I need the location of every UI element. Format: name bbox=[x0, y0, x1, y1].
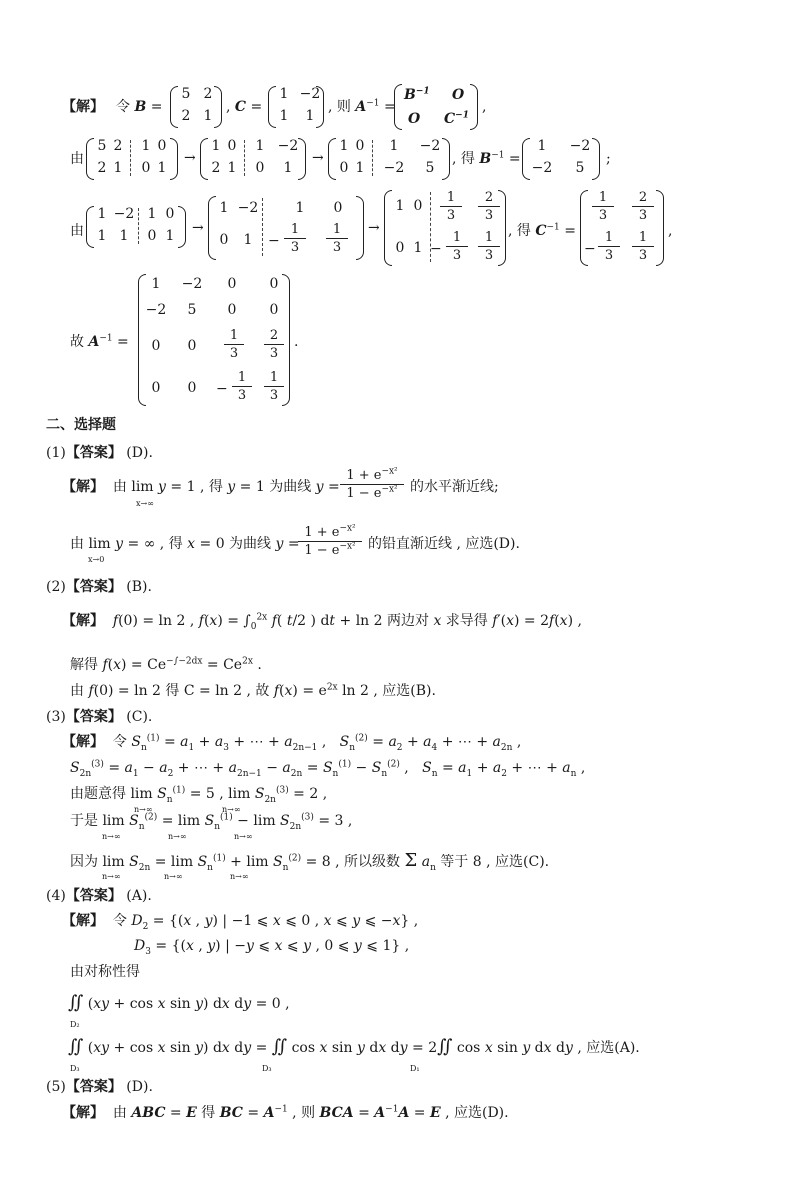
q2-solution-line-3: 由 f(0) = ln 2 得 C = ln 2 , 故 $f(x) = e^{2x}$ ln 2 , 应选(B). bbox=[70, 682, 436, 699]
q2-solution-line-2: 解得 $f(x) = Ce^{-\int-2dx} = Ce^{2x}$ . bbox=[70, 656, 262, 673]
arrow-icon: → bbox=[312, 150, 324, 166]
q4-line-5: ∬ (xy + cos x sin y) dx dy = ∬ cos x sin y dx dy = 2∬ cos x sin y dx dy , 应选(A). bbox=[68, 1036, 640, 1057]
section-title: 二、选择题 bbox=[46, 417, 116, 433]
q4-line-3: 由对称性得 bbox=[70, 964, 140, 980]
q4-answer-line: (4)【答案】 (A). bbox=[46, 888, 152, 904]
q3-line-2: $S_{2n}^{(3)} = a_1 - a_2$ + ⋯ + $a_{2n-1} - a_{2n} = S_n^{(1)} - S_n^{(2)}$ , $S_n = a_1 + a_2$ + ⋯ + $a_n$ , bbox=[70, 759, 586, 779]
q3-answer-line: (3)【答案】 (C). bbox=[46, 709, 153, 725]
q4-line-2: $D_3 = \{(x$ , y) | −y ⩽ x ⩽ y , 0 ⩽ y ⩽ 1} , bbox=[134, 938, 410, 957]
q3-line-3: 由题意得 $\lim S_n^{(1)} = 5$ , $\lim S_{2n}^{(3)} = 2$ , bbox=[70, 785, 328, 805]
matrix-line-1 bbox=[62, 98, 104, 116]
q1-solution-line-2: 由 lim y = ∞ , 得 x = 0 为曲线 y = bbox=[70, 536, 300, 552]
matrix-def-text: 令 B = bbox=[116, 99, 163, 115]
q3-line-1: 【解】 令 $S_n^{(1)} = a_1 + a_3$ + ⋯ + $a_{2n-1}$ , $S_n^{(2)} = a_2 + a_4$ + ⋯ + $a_{2n}$ , bbox=[62, 733, 522, 753]
q1-answer-line: (1)【答案】 (D). bbox=[46, 445, 153, 461]
q1-solution-line-1: 【解】 由 lim y = 1 , 得 y = 1 为曲线 y = bbox=[62, 479, 340, 495]
arrow-icon: → bbox=[184, 150, 196, 166]
conclusion-line: 故 $A^{-1}$ = bbox=[70, 333, 129, 350]
q4-line-4: ∬ (xy + cos x sin y) dx dy = 0 , bbox=[68, 992, 290, 1013]
q3-line-5: 因为 $\lim S_{2n} = \lim S_n^{(1)} + \lim S_n^{(2)} = 8$ , 所以级数 Σ $a_n$ 等于 8 , 应选(C). bbox=[70, 850, 550, 873]
document-page: 【解】 令 B = 5 2 2 1 , C = 1 −2 1 1 , 则 $A^{-1}$ = $B^{-1}$ O O $C^{-1}$ , 由 5 2 1 0 2 1 0 1 → 1 0 1 −2 2 1 0 1 → 1 0 1 −2 0 1 −2 5 , 得 $B^{-1}$ = 1 −2 −2 5 ; 由 1 −2 1 0 1 1 0 1 → 1 −2 1 0 0 1 − 1 3 1 3 → 1 0 1 3 2 3 0 1 − 1 3 1 3 , 得 $C^{-1}$ = 1 3 2 3 − 1 3 1 3 , 故 $A^{-1}$ = 1 −2 0 0 −2 5 0 0 0 0 1 3 2 3 0 0 − 1 3 1 3 . 二、选择题 (1)【答案】 (D). 【解】 由 lim y = 1 , 得 y = 1 为曲线 y = x→∞ $1 + e^{-x^2}$ $1 - e^{-x^2}$ 的水平渐近线; 由 lim y = ∞ , 得 x = 0 为曲线 y = x→0 $1 + e^{-x^2}$ $1 - e^{-x^2}$ 的铅直渐近线 , 应选(D). (2)【答案】 (B). 【解】 f(0) = ln 2 , $f(x) = \int_0^{2x}$ f( t/2 ) dt + ln 2 两边对 x 求导得 f′(x) = 2f(x) , 解得 $f(x) = Ce^{-\int-2dx} = Ce^{2x}$ . 由 f(0) = ln 2 得 C = ln 2 , 故 $f(x) = e^{2x}$ ln 2 , 应选(B). (3)【答案】 (C). 【解】 令 $S_n^{(1)} = a_1 + a_3$ + ⋯ + $a_{2n-1}$ , $S_n^{(2)} = a_2 + a_4$ + ⋯ + $a_{2n}$ , $S_{2n}^{(3)} = a_1 - a_2$ + ⋯ + $a_{2n-1} - a_{2n} = S_n^{(1)} - S_n^{(2)}$ , $S_n = a_1 + a_2$ + ⋯ + $a_n$ , 由题意得 $\lim S_n^{(1)} = 5$ , $\lim S_{2n}^{(3)} = 2$ , n→∞ n→∞ 于是 $\lim S_n^{(2)} = \lim S_n^{(1)} - \lim S_{2n}^{(3)} = 3$ , n→∞ n→∞ n→∞ 因为 $\lim S_{2n} = \lim S_n^{(1)} + \lim S_n^{(2)} = 8$ , 所以级数 Σ $a_n$ 等于 8 , 应选(C). n→∞ n→∞ n→∞ (4)【答案】 (A). 【解】 令 $D_2 = \{(x$ , y) | −1 ⩽ x ⩽ 0 , x ⩽ y ⩽ −x} , $D_3 = \{(x$ , y) | −y ⩽ x ⩽ y , 0 ⩽ y ⩽ 1} , 由对称性得 ∬ (xy + cos x sin y) dx dy = 0 , D₂ ∬ (xy + cos x sin y) dx dy = ∬ cos x sin y dx dy = 2∬ cos x sin y dx dy , 应选(A). D₃ D₃ D₁ (5)【答案】 (D). 【解】 由 ABC = E 得 BC = $A^{-1}$ , 则 BCA = $A^{-1}A = E$ , 应选(D). bbox=[46, 86, 673, 1121]
q3-line-4: 于是 $\lim S_n^{(2)} = \lim S_n^{(1)} - \lim S_{2n}^{(3)} = 3$ , bbox=[70, 812, 353, 832]
paren-right bbox=[214, 86, 222, 128]
q2-solution-line-1: 【解】 f(0) = ln 2 , $f(x) = \int_0^{2x}$ f( t/2 ) dt + ln 2 两边对 x 求导得 f′(x) = 2f(x) , bbox=[62, 612, 582, 632]
matrix-line-2: 由 bbox=[70, 151, 84, 167]
q5-line-1: 【解】 由 ABC = E 得 BC = $A^{-1}$ , 则 BCA = $A^{-1}A = E$ , 应选(D). bbox=[62, 1104, 509, 1121]
q5-answer-line: (5)【答案】 (D). bbox=[46, 1079, 153, 1095]
q4-line-1: 【解】 令 $D_2 = \{(x$ , y) | −1 ⩽ x ⩽ 0 , x ⩽ y ⩽ −x} , bbox=[62, 913, 419, 932]
solution-label: 【解】 bbox=[62, 99, 104, 115]
matrix-line-3: 由 bbox=[70, 223, 84, 239]
q2-answer-line: (2)【答案】 (B). bbox=[46, 579, 152, 595]
